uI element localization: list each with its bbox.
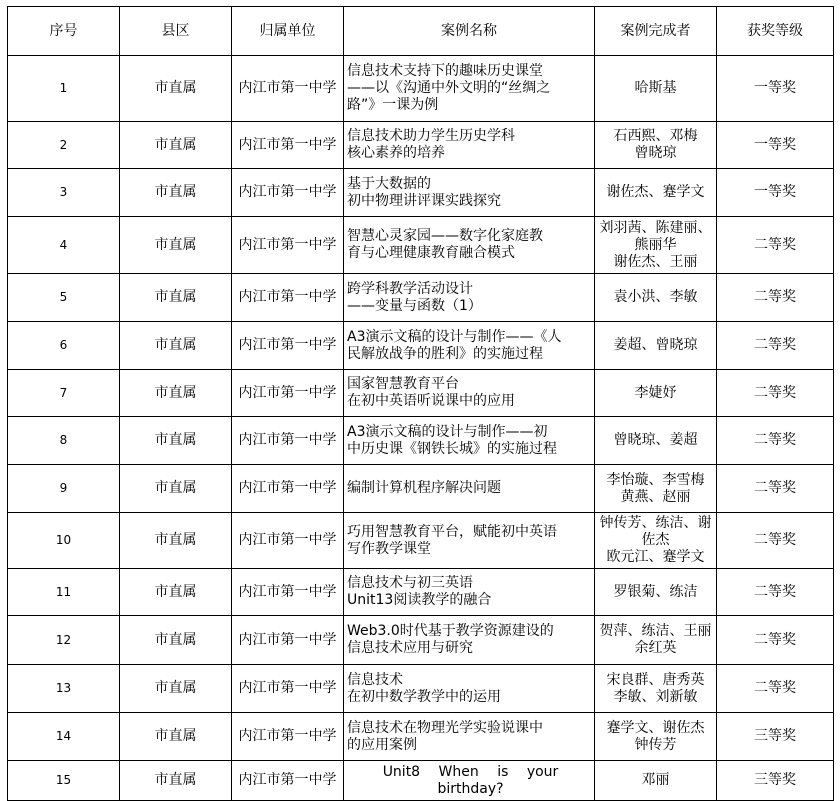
row-title (344, 569, 595, 616)
row-title-text: Web3.0时代基于教学资源建设的 信息技术应用与研究 (347, 623, 554, 656)
row-unit: 内江市第一中学 (232, 417, 344, 465)
row-unit: 内江市第一中学 (232, 274, 344, 322)
row-unit: 内江市第一中学 (232, 56, 344, 122)
row-title (344, 274, 595, 322)
header-unit: 归属单位 (232, 7, 344, 56)
row-county: 市直属 (120, 322, 232, 370)
row-no: 1 (8, 56, 120, 122)
table-row (8, 665, 834, 713)
row-county: 市直属 (120, 616, 232, 665)
row-county: 市直属 (120, 665, 232, 713)
row-no: 15 (8, 761, 120, 801)
row-title (344, 417, 595, 465)
row-author-text: 邓丽 (641, 772, 670, 788)
row-author-text: 石西熙、邓梅 曾晓琼 (613, 128, 698, 161)
row-title (344, 513, 595, 569)
table-row (8, 322, 834, 370)
row-author-text: 蹇学文、谢佐杰 钟传芳 (606, 719, 705, 753)
row-no: 4 (8, 217, 120, 274)
row-author-text: 贺萍、练洁、王丽 余红英 (599, 623, 712, 656)
header-county: 县区 (120, 7, 232, 56)
row-unit: 内江市第一中学 (232, 713, 344, 761)
row-author-text: 袁小洪、李敏 (613, 289, 698, 305)
row-county: 市直属 (120, 713, 232, 761)
row-unit: 内江市第一中学 (232, 665, 344, 713)
row-county: 市直属 (120, 122, 232, 169)
table-row (8, 761, 834, 801)
row-title-text: A3演示文稿的设计与制作——初 中历史课《钢铁长城》的实施过程 (347, 423, 557, 457)
row-award: 二等奖 (717, 465, 834, 513)
row-author (595, 56, 717, 122)
header-author: 案例完成者 (595, 7, 717, 56)
row-no: 8 (8, 417, 120, 465)
table-row (8, 713, 834, 761)
row-author-text: 谢佐杰、蹇学文 (606, 184, 705, 200)
row-title-text: 巧用智慧教育平台，赋能初中英语 写作教学课堂 (347, 523, 557, 557)
row-county: 市直属 (120, 569, 232, 616)
row-author (595, 169, 717, 217)
table-row (8, 122, 834, 169)
row-county: 市直属 (120, 370, 232, 417)
row-title (344, 122, 595, 169)
row-no: 2 (8, 122, 120, 169)
row-no: 10 (8, 513, 120, 569)
row-title (344, 713, 595, 761)
header-title: 案例名称 (344, 7, 595, 56)
row-no: 11 (8, 569, 120, 616)
row-no: 5 (8, 274, 120, 322)
row-author-text: 李婕妤 (634, 384, 677, 401)
row-author (595, 513, 717, 569)
row-county: 市直属 (120, 217, 232, 274)
row-county: 市直属 (120, 417, 232, 465)
row-county: 市直属 (120, 274, 232, 322)
row-title (344, 761, 595, 801)
header-row (8, 7, 834, 56)
row-county: 市直属 (120, 465, 232, 513)
row-title (344, 370, 595, 417)
row-no: 7 (8, 370, 120, 417)
row-award: 二等奖 (717, 217, 834, 274)
row-title (344, 465, 595, 513)
row-award: 二等奖 (717, 417, 834, 465)
row-author (595, 713, 717, 761)
row-unit: 内江市第一中学 (232, 169, 344, 217)
table-row (8, 569, 834, 616)
row-title-text: 信息技术助力学生历史学科 核心素养的培养 (347, 128, 515, 161)
row-award: 二等奖 (717, 569, 834, 616)
row-no: 9 (8, 465, 120, 513)
row-no: 3 (8, 169, 120, 217)
row-award: 三等奖 (717, 713, 834, 761)
row-award: 二等奖 (717, 322, 834, 370)
row-author-text: 钟传芳、练洁、谢 佐杰 欧元江、蹇学文 (599, 515, 712, 565)
row-author (595, 217, 717, 274)
row-title (344, 322, 595, 370)
row-title-text: A3演示文稿的设计与制作——《人 民解放战争的胜利》的实施过程 (347, 328, 562, 362)
row-unit: 内江市第一中学 (232, 616, 344, 665)
table-row (8, 417, 834, 465)
table-row (8, 217, 834, 274)
header-no: 序号 (8, 7, 120, 56)
row-title-text: 信息技术在物理光学实验说课中 的应用案例 (347, 719, 543, 753)
row-author (595, 616, 717, 665)
row-county: 市直属 (120, 56, 232, 122)
row-award: 二等奖 (717, 616, 834, 665)
row-author-text: 刘羽茜、陈建丽、 熊丽华 谢佐杰、王丽 (599, 219, 712, 270)
row-title-text: 国家智慧教育平台 在初中英语听说课中的应用 (347, 376, 515, 409)
award-table (7, 6, 834, 801)
row-unit: 内江市第一中学 (232, 217, 344, 274)
row-author (595, 665, 717, 713)
row-author-text: 宋良群、唐秀英 李敏、刘新敏 (606, 671, 705, 705)
row-award: 一等奖 (717, 56, 834, 122)
row-title (344, 56, 595, 122)
row-author (595, 274, 717, 322)
row-title-text: 信息技术 在初中数学教学中的运用 (347, 671, 501, 705)
row-author-text: 李怡璇、李雪梅 黄燕、赵丽 (606, 471, 705, 505)
row-author (595, 569, 717, 616)
row-award: 二等奖 (717, 274, 834, 322)
header-award: 获奖等级 (717, 7, 834, 56)
row-author (595, 122, 717, 169)
row-title-text: 基于大数据的 初中物理讲评课实践探究 (347, 175, 501, 209)
row-title (344, 217, 595, 274)
row-title-text: Unit8 When is your birthday? (382, 763, 559, 797)
row-author (595, 370, 717, 417)
row-unit: 内江市第一中学 (232, 465, 344, 513)
row-author-text: 哈斯基 (634, 80, 677, 96)
row-award: 三等奖 (717, 761, 834, 801)
row-unit: 内江市第一中学 (232, 761, 344, 801)
row-title-text: 跨学科教学活动设计 ——变量与函数（1） (347, 280, 482, 314)
row-award: 二等奖 (717, 665, 834, 713)
table-row (8, 274, 834, 322)
row-unit: 内江市第一中学 (232, 322, 344, 370)
table-row (8, 616, 834, 665)
row-award: 二等奖 (717, 370, 834, 417)
table-row (8, 513, 834, 569)
row-unit: 内江市第一中学 (232, 569, 344, 616)
row-title-text: 信息技术支持下的趣味历史课堂 ——以《沟通中外文明的“丝绸之 路”》一课为例 (347, 63, 551, 113)
row-award: 一等奖 (717, 169, 834, 217)
row-author (595, 761, 717, 801)
row-title (344, 665, 595, 713)
row-unit: 内江市第一中学 (232, 513, 344, 569)
row-author (595, 465, 717, 513)
row-title-text: 信息技术与初三英语 Unit13阅读教学的融合 (347, 575, 492, 608)
row-unit: 内江市第一中学 (232, 122, 344, 169)
row-title-text: 智慧心灵家园——数字化家庭教 育与心理健康教育融合模式 (347, 228, 543, 261)
row-county: 市直属 (120, 169, 232, 217)
row-title (344, 169, 595, 217)
row-no: 6 (8, 322, 120, 370)
row-no: 13 (8, 665, 120, 713)
row-unit: 内江市第一中学 (232, 370, 344, 417)
row-county: 市直属 (120, 761, 232, 801)
row-author-text: 罗银菊、练洁 (613, 583, 698, 600)
row-author (595, 417, 717, 465)
row-author-text: 曾晓琼、姜超 (613, 432, 698, 448)
row-county: 市直属 (120, 513, 232, 569)
table-row (8, 370, 834, 417)
row-no: 12 (8, 616, 120, 665)
row-author (595, 322, 717, 370)
table-row (8, 465, 834, 513)
row-award: 二等奖 (717, 513, 834, 569)
row-title (344, 616, 595, 665)
row-author-text: 姜超、曾晓琼 (613, 337, 698, 353)
row-no: 14 (8, 713, 120, 761)
row-title-text: 编制计算机程序解决问题 (347, 480, 501, 496)
table-body (8, 56, 834, 801)
table-row (8, 56, 834, 122)
table-row (8, 169, 834, 217)
row-award: 一等奖 (717, 122, 834, 169)
